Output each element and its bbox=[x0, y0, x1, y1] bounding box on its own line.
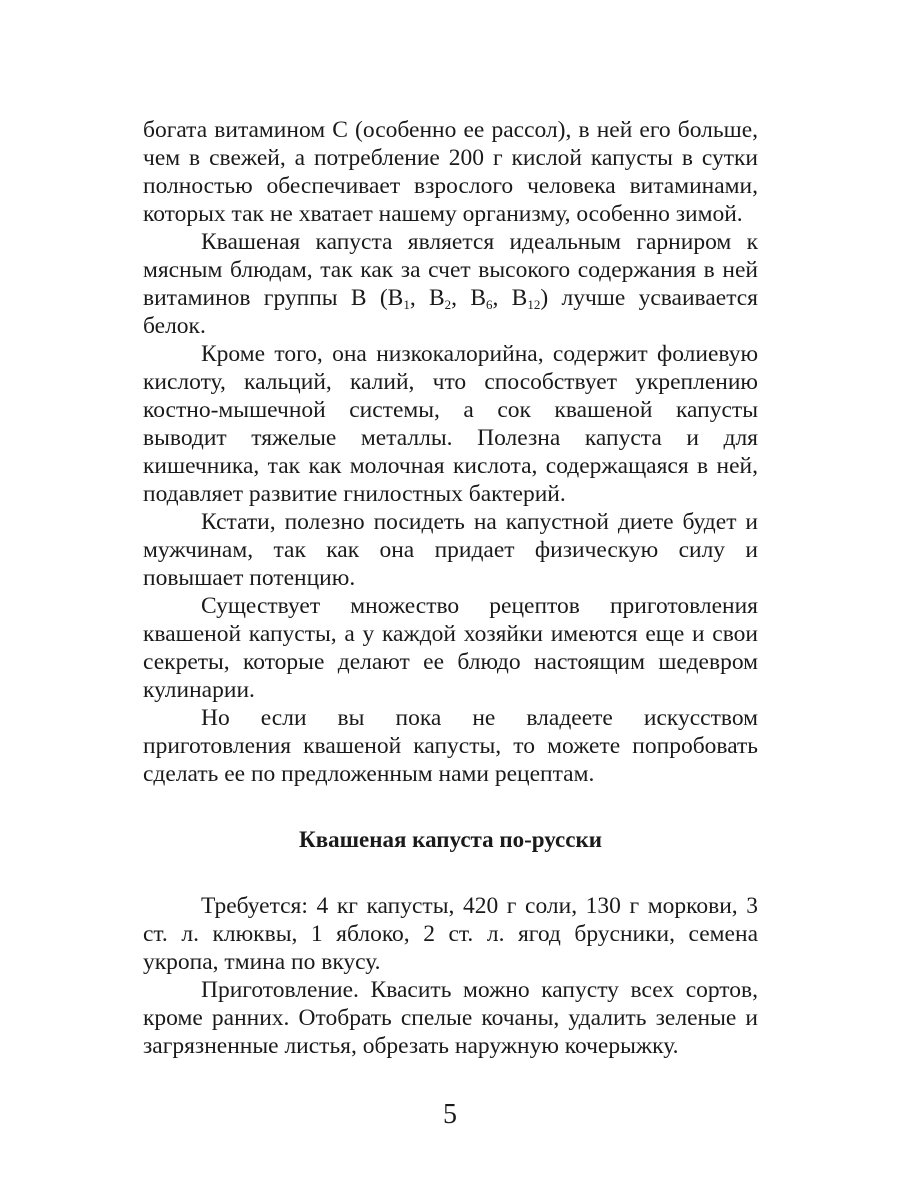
body-text bbox=[143, 116, 758, 1060]
paragraph-garnish-end: ) лучше усваивается белок. bbox=[143, 285, 758, 339]
recipe-ingredients: Требуется: 4 кг капусты, 420 г соли, 130 г моркови, 3 ст. л. клюквы, 1 яблоко, 2 ст. л. ягод брусники, семена укропа, тмина по вкусу. bbox=[143, 893, 758, 975]
paragraph-our-recipes: Но если вы пока не владеете искусством приготовления квашеной капусты, то можете попробовать сделать ее по предложенным нами рецептам. bbox=[143, 705, 758, 787]
separator-2: , В bbox=[451, 285, 487, 311]
page-number: 5 bbox=[443, 1099, 457, 1130]
paragraph-vitamin-c: богата витамином С (особенно ее рассол), в ней его больше, чем в свежей, а потребление 200 г кислой капусты в сутки полностью обеспечивает взрослого человека витаминами, которых так не хватает нашему организму, особенно зимой. bbox=[143, 117, 758, 227]
subscript-6: 6 bbox=[486, 297, 493, 312]
paragraph-men-diet: Кстати, полезно посидеть на капустной диете будет и мужчинам, так как она придает физическую силу и повышает потенцию. bbox=[143, 509, 758, 591]
subscript-1: 1 bbox=[403, 297, 410, 312]
recipe-title: Квашеная капуста по-русски bbox=[299, 827, 602, 852]
recipe-preparation: Приготовление. Квасить можно капусту всех сортов, кроме ранних. Отобрать спелые кочаны, удалить зеленые и загрязненные листья, обрезать наружную кочерыжку. bbox=[143, 977, 758, 1059]
paragraph-garnish-text: Квашеная капуста является идеальным гарниром к мясным блюдам, так как за счет высокого содержания в ней витаминов группы В (В bbox=[143, 229, 758, 311]
paragraph-low-calorie: Кроме того, она низкокалорийна, содержит фолиевую кислоту, кальций, калий, что способствует укреплению костно-мышечной системы, а сок квашеной капусты выводит тяжелые металлы. Полезна капуста и для кишечника, так как молочная кислота, содержащаяся в ней, подавляет развитие гнилостных бактерий. bbox=[143, 341, 758, 507]
paragraph-many-recipes: Существует множество рецептов приготовления квашеной капусты, а у каждой хозяйки имеются еще и свои секреты, которые делают ее блюдо настоящим шедевром кулинарии. bbox=[143, 593, 758, 703]
separator-3: , В bbox=[492, 285, 528, 311]
separator-1: , В bbox=[409, 285, 445, 311]
subscript-2: 2 bbox=[444, 297, 452, 312]
subscript-12: 12 bbox=[527, 297, 541, 312]
paragraph-garnish bbox=[143, 228, 758, 340]
